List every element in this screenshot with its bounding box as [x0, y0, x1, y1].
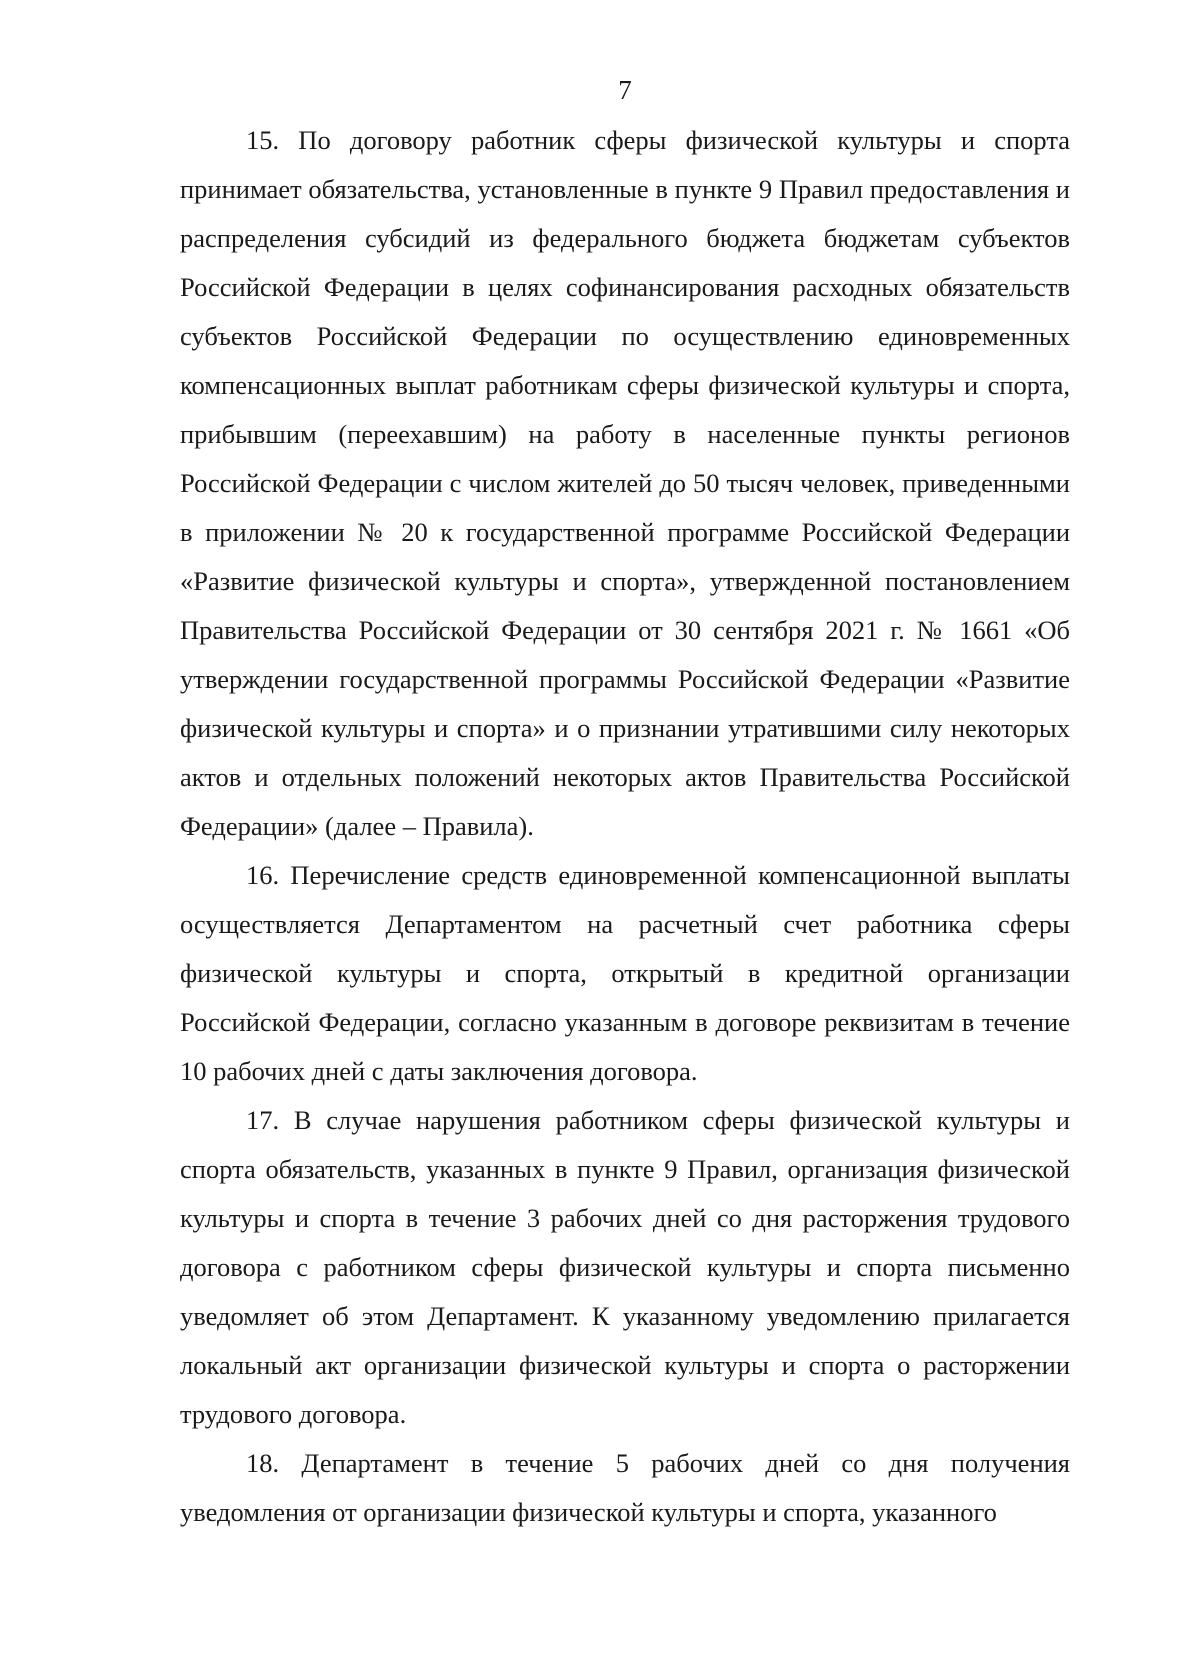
page-number: 7	[618, 75, 632, 105]
document-body	[180, 116, 1070, 1537]
paragraph-15: 15. По договору работник сферы физической культуры и спорта принимает обязательства, установленные в пункте 9 Правил предоставления и распределения субсидий из федерального бюджета бюджетам субъектов Российской Федерации в целях софинансирования расходных обязательств субъектов Российской Федерации по осуществлению единовременных компенсационных выплат работникам сферы физической культуры и спорта, прибывшим (переехавшим) на работу в населенные пункты регионов Российской Федерации с числом жителей до 50 тысяч человек, приведенными в приложении № 20 к государственной программе Российской Федерации «Развитие физической культуры и спорта», утвержденной постановлением Правительства Российской Федерации от 30 сентября 2021 г. № 1661 «Об утверждении государственной программы Российской Федерации «Развитие физической культуры и спорта» и о признании утратившими силу некоторых актов и отдельных положений некоторых актов Правительства Российской Федерации» (далее – Правила).	[180, 125, 1070, 841]
paragraph-18: 18. Департамент в течение 5 рабочих дней со дня получения уведомления от организации физической культуры и спорта, указанного	[180, 1448, 1070, 1527]
paragraph-16: 16. Перечисление средств единовременной компенсационной выплаты осуществляется Департаментом на расчетный счет работника сферы физической культуры и спорта, открытый в кредитной организации Российской Федерации, согласно указанным в договоре реквизитам в течение 10 рабочих дней с даты заключения договора.	[180, 860, 1070, 1086]
paragraph-17: 17. В случае нарушения работником сферы физической культуры и спорта обязательств, указанных в пункте 9 Правил, организация физической культуры и спорта в течение 3 рабочих дней со дня расторжения трудового договора с работником сферы физической культуры и спорта письменно уведомляет об этом Департамент. К указанному уведомлению прилагается локальный акт организации физической культуры и спорта о расторжении трудового договора.	[180, 1105, 1070, 1429]
